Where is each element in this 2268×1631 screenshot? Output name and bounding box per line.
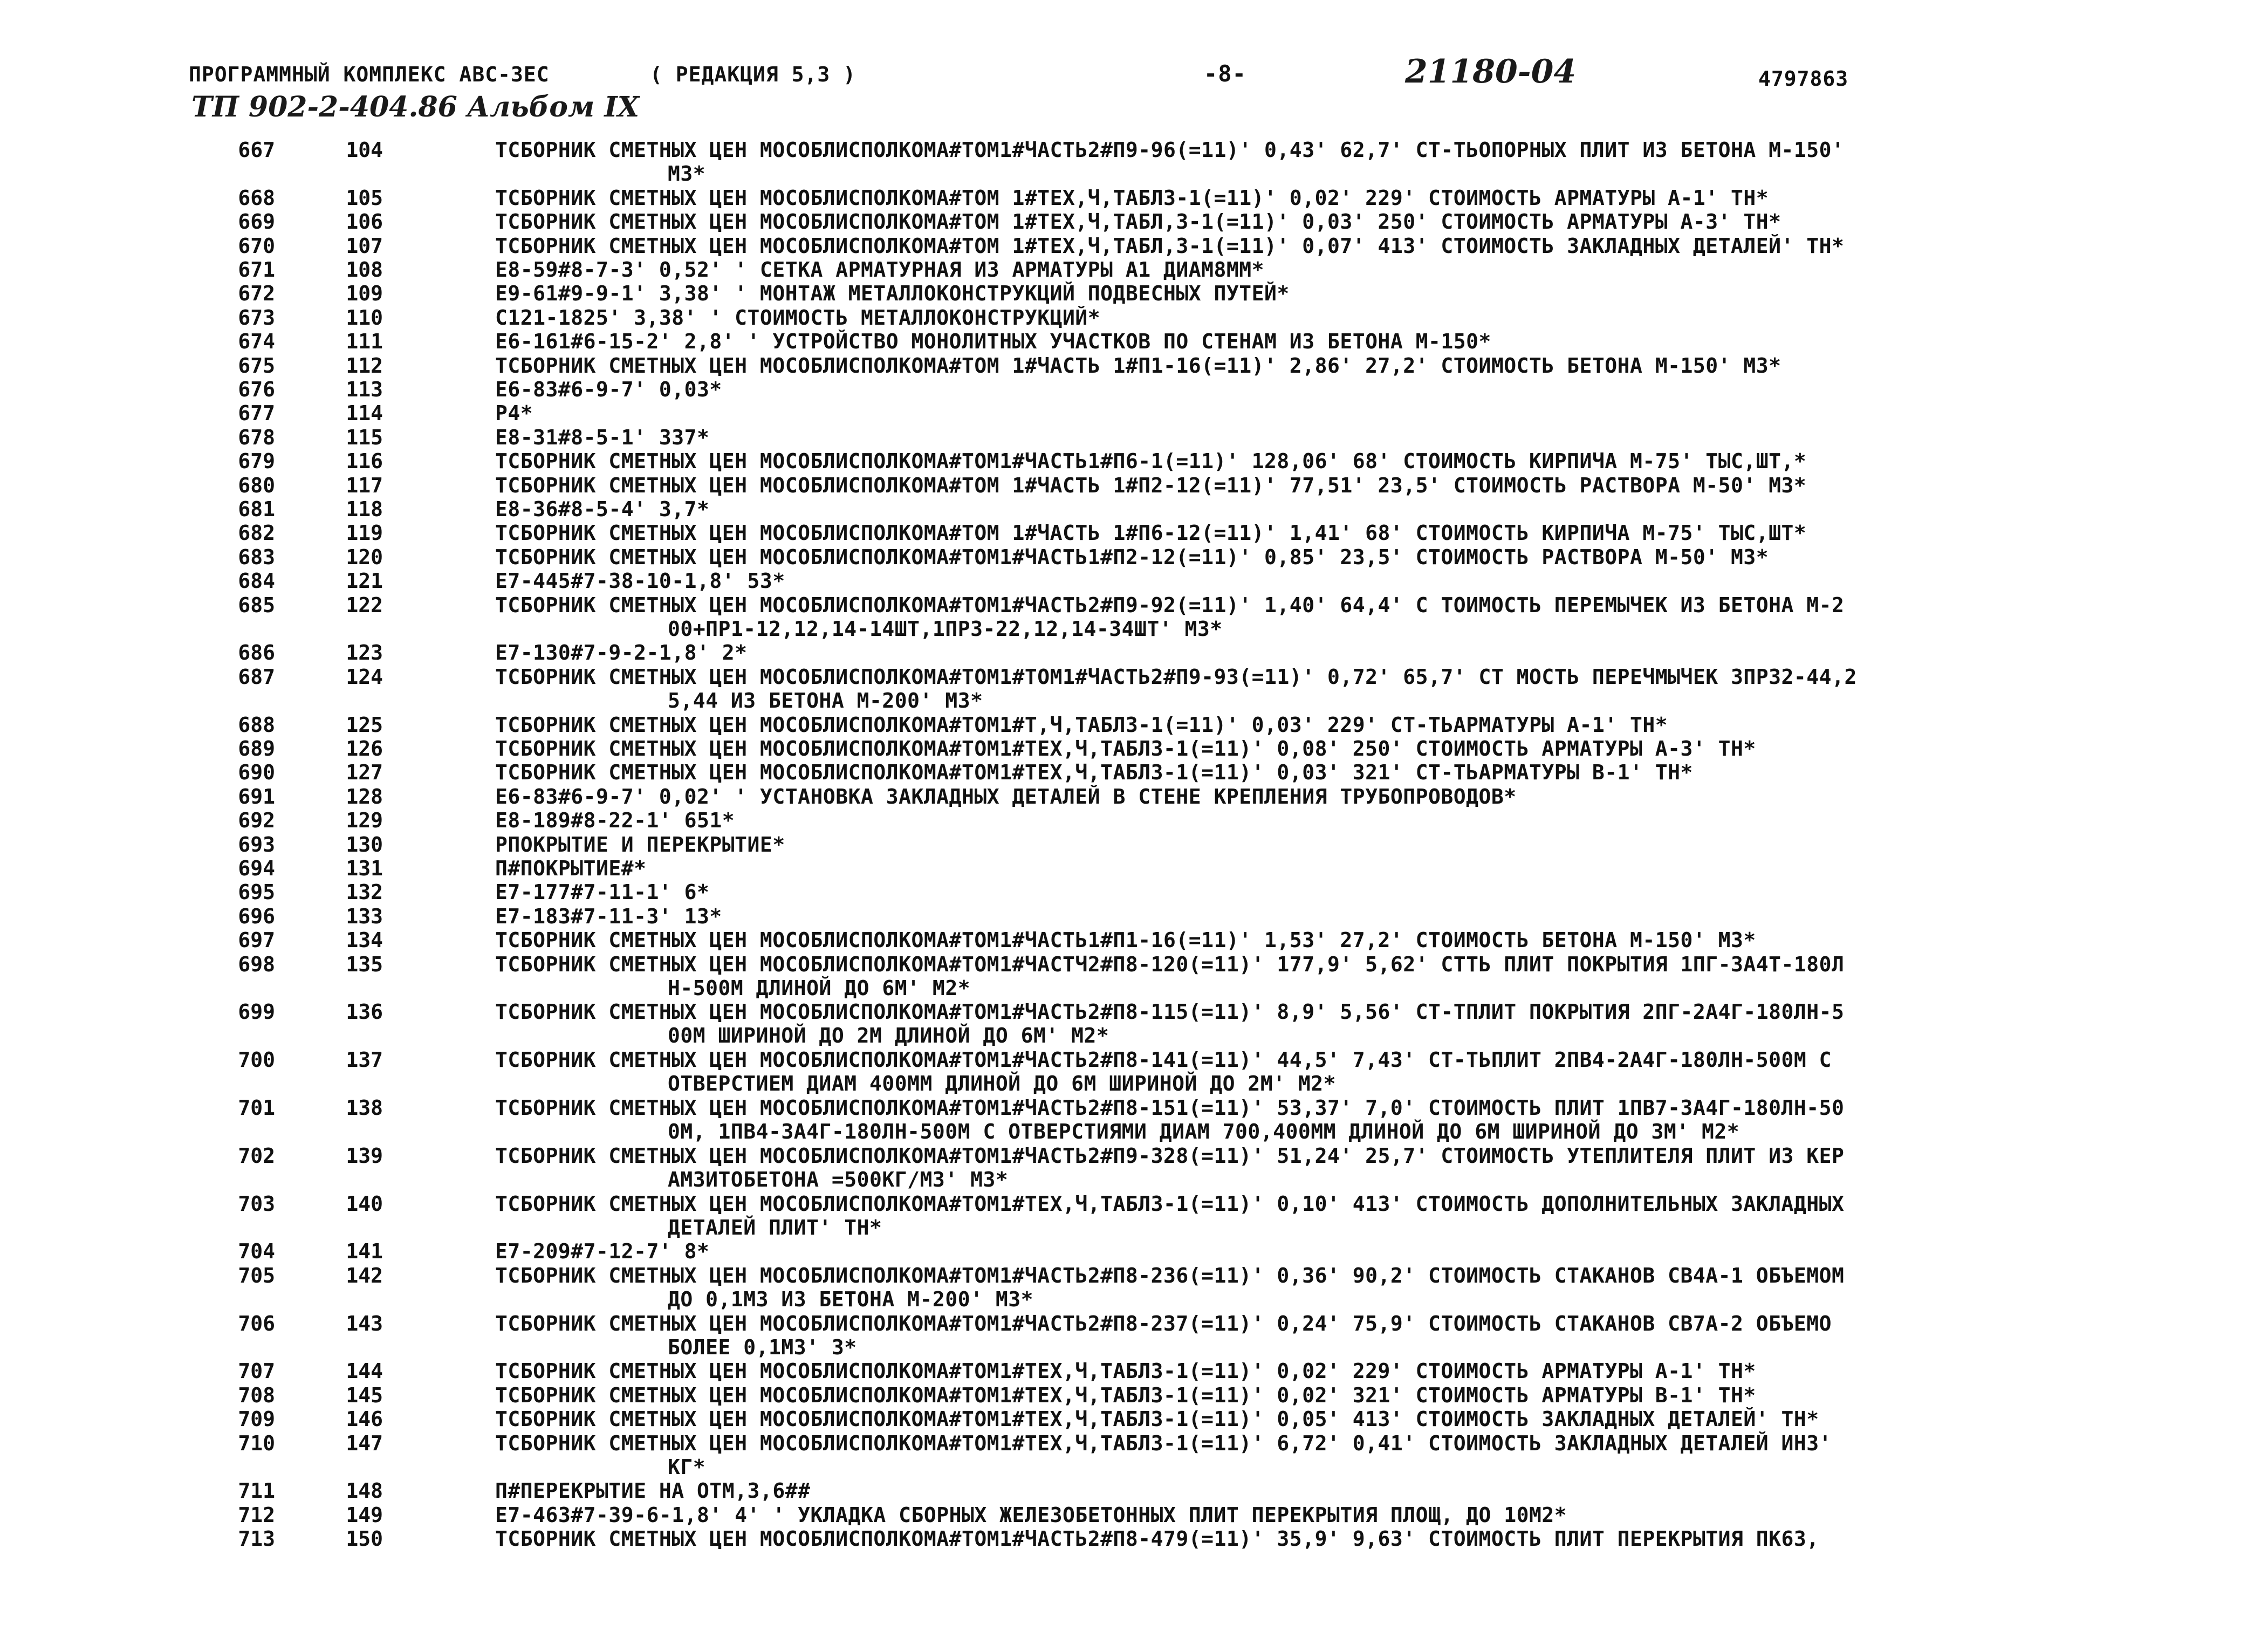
statement-line: ТСБОРНИК СМЕТНЫХ ЦЕН МОСОБЛИСПОЛКОМА#ТОМ 1#ТЕХ,Ч,ТАБЛ,3-1(=11)' 0,03' 250' СТОИМОСТЬ АРМАТУРЫ А-3' ТН*	[495, 210, 1781, 234]
statement-continuation: 00М ШИРИНОЙ ДО 2М ДЛИНОЙ ДО 6М' М2*	[668, 1024, 1109, 1048]
statement-text	[495, 354, 2124, 378]
listing-row	[0, 1096, 2268, 1144]
statement-text	[495, 545, 2124, 569]
statement-line: ТСБОРНИК СМЕТНЫХ ЦЕН МОСОБЛИСПОЛКОМА#ТОМ1#ЧАСТЬ1#П1-16(=11)' 1,53' 27,2' СТОИМОСТЬ БЕТОНА М-150' М3*	[495, 928, 1756, 952]
statement-line: Е8-36#8-5-4' 3,7*	[495, 497, 710, 521]
listing-row	[0, 138, 2268, 186]
listing-row	[0, 785, 2268, 808]
statement-line: РПОКРЫТИЕ И ПЕРЕКРЫТИЕ*	[495, 832, 785, 856]
statement-text	[495, 1144, 2124, 1191]
statement-text	[495, 641, 2124, 664]
listing-row	[0, 258, 2268, 282]
statement-line: ТСБОРНИК СМЕТНЫХ ЦЕН МОСОБЛИСПОЛКОМА#ТОМ 1#ЧАСТЬ 1#П1-16(=11)' 2,86' 27,2' СТОИМОСТЬ БЕТОНА М-150' М3*	[495, 353, 1781, 378]
statement-line: ТСБОРНИК СМЕТНЫХ ЦЕН МОСОБЛИСПОЛКОМА#ТОМ 1#ЧАСТЬ 1#П2-12(=11)' 77,51' 23,5' СТОИМОСТЬ РАСТВОРА М-50' М3*	[495, 473, 1807, 497]
statement-continuation: 00+ПР1-12,12,14-14ШТ,1ПР3-22,12,14-34ШТ' М3*	[668, 616, 1223, 641]
listing-row	[0, 449, 2268, 473]
statement-line: Е6-161#6-15-2' 2,8' ' УСТРОЙСТВО МОНОЛИТНЫХ УЧАСТКОВ ПО СТЕНАМ ИЗ БЕТОНА М-150*	[495, 330, 1491, 354]
statement-line: ТСБОРНИК СМЕТНЫХ ЦЕН МОСОБЛИСПОЛКОМА#ТОМ1#ЧАСТЬ1#П6-1(=11)' 128,06' 68' СТОИМОСТЬ КИРПИЧА М-75' ТЫС,ШТ,*	[495, 449, 1807, 474]
line-number: 697	[238, 928, 275, 952]
statement-text	[495, 521, 2124, 545]
listing-row	[0, 1359, 2268, 1383]
print-number: 4797863	[1758, 67, 1849, 91]
statement-continuation: М3*	[668, 162, 706, 186]
statement-number: 138	[346, 1096, 383, 1120]
line-number: 682	[238, 521, 275, 545]
statement-line: Е6-83#6-9-7' 0,02' ' УСТАНОВКА ЗАКЛАДНЫХ ДЕТАЛЕЙ В СТЕНЕ КРЕПЛЕНИЯ ТРУБОПРОВОДОВ*	[495, 784, 1517, 808]
handwritten-doc-code: 21180-04	[1405, 53, 1577, 91]
line-number: 713	[238, 1527, 275, 1551]
statement-text	[495, 833, 2124, 856]
statement-text	[495, 1192, 2124, 1239]
line-number: 667	[238, 138, 275, 162]
statement-line: ТСБОРНИК СМЕТНЫХ ЦЕН МОСОБЛИСПОЛКОМА#ТОМ1#ТЕХ,Ч,ТАБЛ3-1(=11)' 0,03' 321' СТ-ТЬАРМАТУРЫ В-1' ТН*	[495, 760, 1693, 785]
line-number: 692	[238, 808, 275, 833]
line-number: 673	[238, 305, 275, 330]
statement-line: С121-1825' 3,38' ' СТОИМОСТЬ МЕТАЛЛОКОНСТРУКЦИЙ*	[495, 305, 1101, 330]
statement-text	[495, 1359, 2124, 1383]
line-number: 710	[238, 1431, 275, 1455]
listing-row	[0, 856, 2268, 880]
statement-continuation: 5,44 ИЗ БЕТОНА М-200' М3*	[668, 688, 983, 712]
line-number: 677	[238, 401, 275, 426]
line-number: 679	[238, 449, 275, 474]
listing-row	[0, 833, 2268, 856]
statement-number: 150	[346, 1527, 383, 1551]
statement-line: Е7-209#7-12-7' 8*	[495, 1239, 710, 1264]
statement-number: 128	[346, 784, 383, 808]
line-number: 694	[238, 856, 275, 880]
statement-text	[495, 186, 2124, 210]
statement-number: 147	[346, 1431, 383, 1455]
listing-row	[0, 474, 2268, 497]
listing-row	[0, 1407, 2268, 1431]
line-number: 671	[238, 258, 275, 282]
line-number: 702	[238, 1143, 275, 1168]
statement-number: 116	[346, 449, 383, 474]
line-number: 683	[238, 545, 275, 569]
statement-line: ТСБОРНИК СМЕТНЫХ ЦЕН МОСОБЛИСПОЛКОМА#ТОМ1#ТОМ1#ЧАСТЬ2#П9-93(=11)' 0,72' 65,7' СТ МОСТЬ ПЕРЕЧМЫЧЕК 3ПР32-44,2	[495, 664, 1857, 689]
statement-continuation: АМЗИТОБЕТОНА =500КГ/М3' М3*	[668, 1167, 1009, 1191]
statement-text	[495, 928, 2124, 952]
statement-number: 118	[346, 497, 383, 521]
line-number: 691	[238, 784, 275, 808]
statement-line: ТСБОРНИК СМЕТНЫХ ЦЕН МОСОБЛИСПОЛКОМА#ТОМ1#ТЕХ,Ч,ТАБЛ3-1(=11)' 0,02' 229' СТОИМОСТЬ АРМАТУРЫ А-1' ТН*	[495, 1359, 1756, 1383]
statement-number: 130	[346, 832, 383, 856]
statement-number: 113	[346, 378, 383, 401]
statement-continuation: ДО 0,1М3 ИЗ БЕТОНА М-200' М3*	[668, 1287, 1033, 1311]
statement-number: 114	[346, 401, 383, 426]
statement-line: ТСБОРНИК СМЕТНЫХ ЦЕН МОСОБЛИСПОЛКОМА#ТОМ1#ТЕХ,Ч,ТАБЛ3-1(=11)' 0,10' 413' СТОИМОСТЬ ДОПОЛНИТЕЛЬНЫХ ЗАКЛАДНЫХ	[495, 1191, 1845, 1216]
page-number: -8-	[1204, 60, 1246, 87]
line-number: 670	[238, 234, 275, 258]
statement-text	[495, 138, 2124, 186]
statement-line: ТСБОРНИК СМЕТНЫХ ЦЕН МОСОБЛИСПОЛКОМА#ТОМ1#ЧАСТЬ2#П8-115(=11)' 8,9' 5,56' СТ-ТПЛИТ ПОКРЫТИЯ 2ПГ-2А4Г-180ЛН-5	[495, 1000, 1845, 1024]
statement-line: ТСБОРНИК СМЕТНЫХ ЦЕН МОСОБЛИСПОЛКОМА#ТОМ1#ТЕХ,Ч,ТАБЛ3-1(=11)' 6,72' 0,41' СТОИМОСТЬ ЗАКЛАДНЫХ ДЕТАЛЕЙ ИНЗ'	[495, 1431, 1832, 1455]
statement-continuation: Н-500М ДЛИНОЙ ДО 6М' М2*	[668, 976, 971, 1000]
statement-line: ТСБОРНИК СМЕТНЫХ ЦЕН МОСОБЛИСПОЛКОМА#ТОМ1#ЧАСТЬ2#П8-479(=11)' 35,9' 9,63' СТОИМОСТЬ ПЛИТ ПЕРЕКРЫТИЯ ПК63,	[495, 1527, 1819, 1551]
listing-row	[0, 186, 2268, 210]
statement-number: 126	[346, 737, 383, 760]
listing-row	[0, 497, 2268, 521]
statement-number: 124	[346, 664, 383, 689]
statement-text	[495, 713, 2124, 737]
statement-line: ТСБОРНИК СМЕТНЫХ ЦЕН МОСОБЛИСПОЛКОМА#ТОМ 1#ТЕХ,Ч,ТАБЛ3-1(=11)' 0,02' 229' СТОИМОСТЬ АРМАТУРЫ А-1' ТН*	[495, 186, 1769, 210]
line-number: 684	[238, 569, 275, 593]
listing-row	[0, 330, 2268, 353]
statement-line: Е7-177#7-11-1' 6*	[495, 880, 710, 904]
listing-row	[0, 306, 2268, 330]
statement-text	[495, 808, 2124, 832]
statement-line: ТСБОРНИК СМЕТНЫХ ЦЕН МОСОБЛИСПОЛКОМА#ТОМ1#ЧАСТЬ2#П8-151(=11)' 53,37' 7,0' СТОИМОСТЬ ПЛИТ 1ПВ7-3А4Г-180ЛН-50	[495, 1096, 1845, 1120]
statement-number: 122	[346, 593, 383, 617]
statement-line: ТСБОРНИК СМЕТНЫХ ЦЕН МОСОБЛИСПОЛКОМА#ТОМ1#ТЕХ,Ч,ТАБЛ3-1(=11)' 0,05' 413' СТОИМОСТЬ ЗАКЛАДНЫХ ДЕТАЛЕЙ' ТН*	[495, 1407, 1819, 1431]
line-number: 687	[238, 664, 275, 689]
line-number: 689	[238, 737, 275, 760]
statement-number: 135	[346, 952, 383, 976]
statement-line: Е9-61#9-9-1' 3,38' ' МОНТАЖ МЕТАЛЛОКОНСТРУКЦИЙ ПОДВЕСНЫХ ПУТЕЙ*	[495, 282, 1290, 306]
line-number: 672	[238, 282, 275, 306]
statement-number: 142	[346, 1263, 383, 1287]
listing-row	[0, 1527, 2268, 1551]
statement-number: 106	[346, 210, 383, 234]
statement-text	[495, 1048, 2124, 1095]
statement-number: 136	[346, 1000, 383, 1024]
listing-row	[0, 928, 2268, 952]
statement-continuation: 0М, 1ПВ4-3А4Г-180ЛН-500М С ОТВЕРСТИЯМИ ДИАМ 700,400ММ ДЛИНОЙ ДО 6М ШИРИНОЙ ДО 3М' М2*	[668, 1120, 1740, 1143]
statement-text	[495, 474, 2124, 497]
statement-number: 141	[346, 1239, 383, 1264]
listing-row	[0, 1192, 2268, 1240]
statement-line: Е7-445#7-38-10-1,8' 53*	[495, 569, 785, 593]
line-number: 698	[238, 952, 275, 976]
statement-line: ТСБОРНИК СМЕТНЫХ ЦЕН МОСОБЛИСПОЛКОМА#ТОМ1#ТЕХ,Ч,ТАБЛ3-1(=11)' 0,08' 250' СТОИМОСТЬ АРМАТУРЫ А-3' ТН*	[495, 737, 1756, 760]
statement-line: ТСБОРНИК СМЕТНЫХ ЦЕН МОСОБЛИСПОЛКОМА#ТОМ1#ЧАСТЬ2#П8-236(=11)' 0,36' 90,2' СТОИМОСТЬ СТАКАНОВ СВ4А-1 ОБЪЕМОМ	[495, 1263, 1845, 1287]
statement-line: ТСБОРНИК СМЕТНЫХ ЦЕН МОСОБЛИСПОЛКОМА#ТОМ1#Т,Ч,ТАБЛ3-1(=11)' 0,03' 229' СТ-ТЬАРМАТУРЫ А-1' ТН*	[495, 712, 1668, 737]
statement-number: 146	[346, 1407, 383, 1431]
statement-text	[495, 426, 2124, 449]
line-number: 709	[238, 1407, 275, 1431]
line-number: 712	[238, 1503, 275, 1527]
statement-number: 139	[346, 1143, 383, 1168]
statement-continuation: ОТВЕРСТИЕМ ДИАМ 400ММ ДЛИНОЙ ДО 6М ШИРИНОЙ ДО 2М' М2*	[668, 1072, 1337, 1096]
line-number: 701	[238, 1096, 275, 1120]
statement-text	[495, 1312, 2124, 1359]
listing-row	[0, 1479, 2268, 1503]
statement-number: 140	[346, 1191, 383, 1216]
listing-row	[0, 401, 2268, 425]
statement-text	[495, 258, 2124, 282]
statement-number: 125	[346, 712, 383, 737]
line-number: 669	[238, 210, 275, 234]
line-number: 707	[238, 1359, 275, 1383]
statement-number: 137	[346, 1048, 383, 1072]
statement-line: Е8-189#8-22-1' 651*	[495, 808, 735, 833]
statement-number: 123	[346, 641, 383, 665]
listing-row	[0, 569, 2268, 593]
listing-row	[0, 737, 2268, 760]
statement-line: ТСБОРНИК СМЕТНЫХ ЦЕН МОСОБЛИСПОЛКОМА#ТОМ1#ЧАСТЬ2#П9-92(=11)' 1,40' 64,4' С ТОИМОСТЬ ПЕРЕМЫЧЕК ИЗ БЕТОНА М-2	[495, 593, 1845, 617]
statement-number: 127	[346, 760, 383, 785]
statement-text	[495, 785, 2124, 808]
line-number: 711	[238, 1479, 275, 1503]
statement-text	[495, 378, 2124, 401]
line-number: 674	[238, 330, 275, 354]
statement-text	[495, 234, 2124, 258]
statement-number: 129	[346, 808, 383, 833]
statement-line: ТСБОРНИК СМЕТНЫХ ЦЕН МОСОБЛИСПОЛКОМА#ТОМ1#ЧАСТЬ2#П9-96(=11)' 0,43' 62,7' СТ-ТЬОПОРНЫХ ПЛИТ ИЗ БЕТОНА М-150'	[495, 138, 1845, 162]
statement-number: 120	[346, 545, 383, 569]
listing-row	[0, 378, 2268, 401]
statement-text	[495, 593, 2124, 641]
listing-row	[0, 880, 2268, 904]
listing-row	[0, 1503, 2268, 1527]
statement-number: 144	[346, 1359, 383, 1383]
listing-row	[0, 1312, 2268, 1360]
statement-number: 112	[346, 353, 383, 378]
statement-number: 104	[346, 138, 383, 162]
statement-text	[495, 401, 2124, 425]
line-number: 678	[238, 425, 275, 449]
statement-line: ТСБОРНИК СМЕТНЫХ ЦЕН МОСОБЛИСПОЛКОМА#ТОМ1#ЧАСТЬ1#П2-12(=11)' 0,85' 23,5' СТОИМОСТЬ РАСТВОРА М-50' М3*	[495, 545, 1769, 569]
statement-text	[495, 282, 2124, 305]
statement-line: ТСБОРНИК СМЕТНЫХ ЦЕН МОСОБЛИСПОЛКОМА#ТОМ 1#ЧАСТЬ 1#П6-12(=11)' 1,41' 68' СТОИМОСТЬ КИРПИЧА М-75' ТЫС,ШТ*	[495, 521, 1807, 545]
statement-number: 119	[346, 521, 383, 545]
statement-number: 107	[346, 234, 383, 258]
statement-text	[495, 1000, 2124, 1047]
listing-row	[0, 545, 2268, 569]
listing-row	[0, 593, 2268, 641]
statement-continuation: КГ*	[668, 1455, 706, 1479]
statement-text	[495, 1527, 2124, 1551]
line-number: 675	[238, 353, 275, 378]
listing-row	[0, 665, 2268, 713]
line-number: 676	[238, 378, 275, 401]
statement-text	[495, 880, 2124, 904]
statement-text	[495, 1239, 2124, 1263]
statement-text	[495, 1479, 2124, 1503]
listing-row	[0, 1048, 2268, 1096]
statement-line: ТСБОРНИК СМЕТНЫХ ЦЕН МОСОБЛИСПОЛКОМА#ТОМ1#ЧАСТЧ2#П8-120(=11)' 177,9' 5,62' СТТЬ ПЛИТ ПОКРЫТИЯ 1ПГ-3А4Т-180Л	[495, 952, 1845, 976]
listing-row	[0, 354, 2268, 378]
statement-line: ТСБОРНИК СМЕТНЫХ ЦЕН МОСОБЛИСПОЛКОМА#ТОМ1#ЧАСТЬ2#П8-237(=11)' 0,24' 75,9' СТОИМОСТЬ СТАКАНОВ СВ7А-2 ОБЪЕМО	[495, 1311, 1832, 1335]
statement-continuation: БОЛЕЕ 0,1М3' 3*	[668, 1335, 857, 1359]
handwritten-album-note: ТП 902-2-404.86 Альбом IX	[191, 91, 640, 124]
line-number: 695	[238, 880, 275, 904]
statement-number: 132	[346, 880, 383, 904]
listing-row	[0, 1144, 2268, 1192]
listing-row	[0, 1383, 2268, 1407]
statement-number: 143	[346, 1311, 383, 1335]
edition-label: ( РЕДАКЦИЯ 5,3 )	[650, 63, 857, 86]
listing-row	[0, 641, 2268, 664]
statement-number: 134	[346, 928, 383, 952]
statement-line: Е8-31#8-5-1' 337*	[495, 425, 710, 449]
statement-number: 109	[346, 282, 383, 306]
statement-line: ТСБОРНИК СМЕТНЫХ ЦЕН МОСОБЛИСПОЛКОМА#ТОМ1#ЧАСТЬ2#П8-141(=11)' 44,5' 7,43' СТ-ТЬПЛИТ 2ПВ4-2А4Г-180ЛН-500М С	[495, 1048, 1832, 1072]
statement-number: 110	[346, 305, 383, 330]
listing-row	[0, 1431, 2268, 1479]
statement-text	[495, 1503, 2124, 1527]
statement-text	[495, 1383, 2124, 1407]
listing-row	[0, 521, 2268, 545]
listing-row	[0, 282, 2268, 305]
statement-number: 149	[346, 1503, 383, 1527]
statement-number: 111	[346, 330, 383, 354]
statement-text	[495, 952, 2124, 1000]
statement-number: 115	[346, 425, 383, 449]
line-number: 681	[238, 497, 275, 521]
listing-row	[0, 1264, 2268, 1312]
program-title: ПРОГРАММНЫЙ КОМПЛЕКС АВС-3ЕС	[189, 63, 550, 86]
line-number: 705	[238, 1263, 275, 1287]
line-number: 686	[238, 641, 275, 665]
line-number: 704	[238, 1239, 275, 1264]
line-number: 693	[238, 832, 275, 856]
listing-row	[0, 210, 2268, 234]
statement-text	[495, 449, 2124, 473]
listing-row	[0, 904, 2268, 928]
statement-line: ТСБОРНИК СМЕТНЫХ ЦЕН МОСОБЛИСПОЛКОМА#ТОМ 1#ТЕХ,Ч,ТАБЛ,3-1(=11)' 0,07' 413' СТОИМОСТЬ ЗАКЛАДНЫХ ДЕТАЛЕЙ' ТН*	[495, 234, 1845, 258]
statement-text	[495, 210, 2124, 234]
statement-line: Е7-130#7-9-2-1,8' 2*	[495, 641, 748, 665]
statement-line: Е6-83#6-9-7' 0,03*	[495, 378, 722, 401]
line-number: 690	[238, 760, 275, 785]
statement-line: Е7-183#7-11-3' 13*	[495, 904, 722, 928]
statement-number: 105	[346, 186, 383, 210]
statement-line: П#ПОКРЫТИЕ#*	[495, 856, 647, 880]
statement-line: Р4*	[495, 401, 533, 426]
statement-text	[495, 665, 2124, 712]
line-number: 703	[238, 1191, 275, 1216]
statement-text	[495, 904, 2124, 928]
line-number: 685	[238, 593, 275, 617]
statement-line: ТСБОРНИК СМЕТНЫХ ЦЕН МОСОБЛИСПОЛКОМА#ТОМ1#ЧАСТЬ2#П9-328(=11)' 51,24' 25,7' СТОИМОСТЬ УТЕПЛИТЕЛЯ ПЛИТ ИЗ КЕР	[495, 1143, 1845, 1168]
listing-row	[0, 952, 2268, 1000]
listing-row	[0, 808, 2268, 832]
line-number: 708	[238, 1383, 275, 1407]
statement-line: П#ПЕРЕКРЫТИЕ НА ОТМ,3,6##	[495, 1479, 811, 1503]
statement-text	[495, 1096, 2124, 1143]
statement-line: Е7-463#7-39-6-1,8' 4' ' УКЛАДКА СБОРНЫХ ЖЕЛЕЗОБЕТОННЫХ ПЛИТ ПЕРЕКРЫТИЯ ПЛОЩ, ДО 10М2*	[495, 1503, 1567, 1527]
statement-number: 131	[346, 856, 383, 880]
line-number: 688	[238, 712, 275, 737]
line-number: 696	[238, 904, 275, 928]
statement-number: 117	[346, 473, 383, 497]
statement-line: Е8-59#8-7-3' 0,52' ' СЕТКА АРМАТУРНАЯ ИЗ АРМАТУРЫ А1 ДИАМ8ММ*	[495, 258, 1265, 282]
listing-row	[0, 713, 2268, 737]
listing-row	[0, 760, 2268, 784]
statement-number: 133	[346, 904, 383, 928]
statement-text	[495, 497, 2124, 521]
statement-text	[495, 1264, 2124, 1311]
listing-row	[0, 426, 2268, 449]
statement-text	[495, 737, 2124, 760]
statement-number: 121	[346, 569, 383, 593]
statement-text	[495, 856, 2124, 880]
statement-number: 108	[346, 258, 383, 282]
statement-text	[495, 1407, 2124, 1431]
statement-text	[495, 760, 2124, 784]
line-number: 706	[238, 1311, 275, 1335]
statement-line: ТСБОРНИК СМЕТНЫХ ЦЕН МОСОБЛИСПОЛКОМА#ТОМ1#ТЕХ,Ч,ТАБЛ3-1(=11)' 0,02' 321' СТОИМОСТЬ АРМАТУРЫ В-1' ТН*	[495, 1383, 1756, 1407]
listing-row	[0, 1000, 2268, 1048]
line-number: 668	[238, 186, 275, 210]
line-number: 680	[238, 473, 275, 497]
statement-number: 148	[346, 1479, 383, 1503]
statement-text	[495, 330, 2124, 353]
line-number: 699	[238, 1000, 275, 1024]
statement-continuation: ДЕТАЛЕЙ ПЛИТ' ТН*	[668, 1215, 882, 1239]
statement-text	[495, 1431, 2124, 1479]
statement-text	[495, 569, 2124, 593]
line-number: 700	[238, 1048, 275, 1072]
listing-row	[0, 234, 2268, 258]
statement-number: 145	[346, 1383, 383, 1407]
statement-text	[495, 306, 2124, 330]
listing-row	[0, 1239, 2268, 1263]
